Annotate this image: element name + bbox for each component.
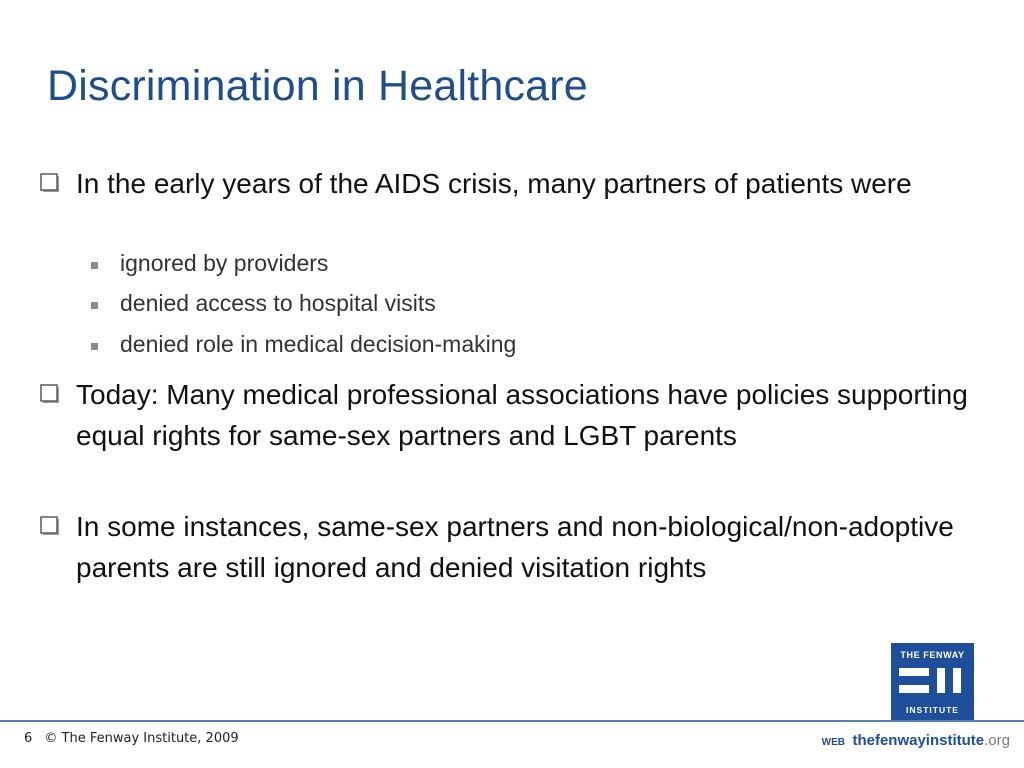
bullet-2 <box>40 374 980 456</box>
square-bullet-icon <box>91 302 98 309</box>
bullet-1 <box>40 163 980 204</box>
checkbox-icon <box>40 173 60 193</box>
logo-top-text: THE FENWAY <box>900 650 965 660</box>
web-address <box>822 732 1010 750</box>
bullet-3-line <box>40 506 980 588</box>
sub-bullet-1: ignored by providers <box>120 250 329 276</box>
copyright-text: © The Fenway Institute, 2009 <box>44 731 239 746</box>
web-tld: .org <box>984 732 1010 749</box>
bullet-1-text: In the early years of the AIDS crisis, many partners of patients were <box>76 168 912 199</box>
sub-bullet-3: denied role in medical decision-making <box>120 331 517 357</box>
bullet-2-line <box>40 374 980 456</box>
checkbox-icon <box>40 384 60 404</box>
bullet-3-text: In some instances, same-sex partners and non-biological/non-adoptive parents are still ignored and denied visitation rights <box>76 511 954 583</box>
footer-copyright <box>24 731 239 746</box>
web-prefix: WEB <box>821 737 845 748</box>
logo-bottom-text: INSTITUTE <box>906 705 959 715</box>
bullet-1-line <box>40 163 980 204</box>
web-url: thefenwayinstitute <box>852 732 985 749</box>
page-number: 6 <box>24 731 33 746</box>
bullet-3 <box>40 506 980 588</box>
square-bullet-icon <box>91 343 98 350</box>
checkbox-icon <box>40 516 60 536</box>
square-bullet-icon <box>91 262 98 269</box>
footer-divider <box>0 720 1024 722</box>
fenway-logo <box>891 643 974 720</box>
sub-bullet-2: denied access to hospital visits <box>120 290 436 316</box>
bullet-2-text: Today: Many medical professional associations have policies supporting equal rights for same-sex partners and LGBT parents <box>76 379 968 451</box>
slide-title: Discrimination in Healthcare <box>47 62 588 110</box>
